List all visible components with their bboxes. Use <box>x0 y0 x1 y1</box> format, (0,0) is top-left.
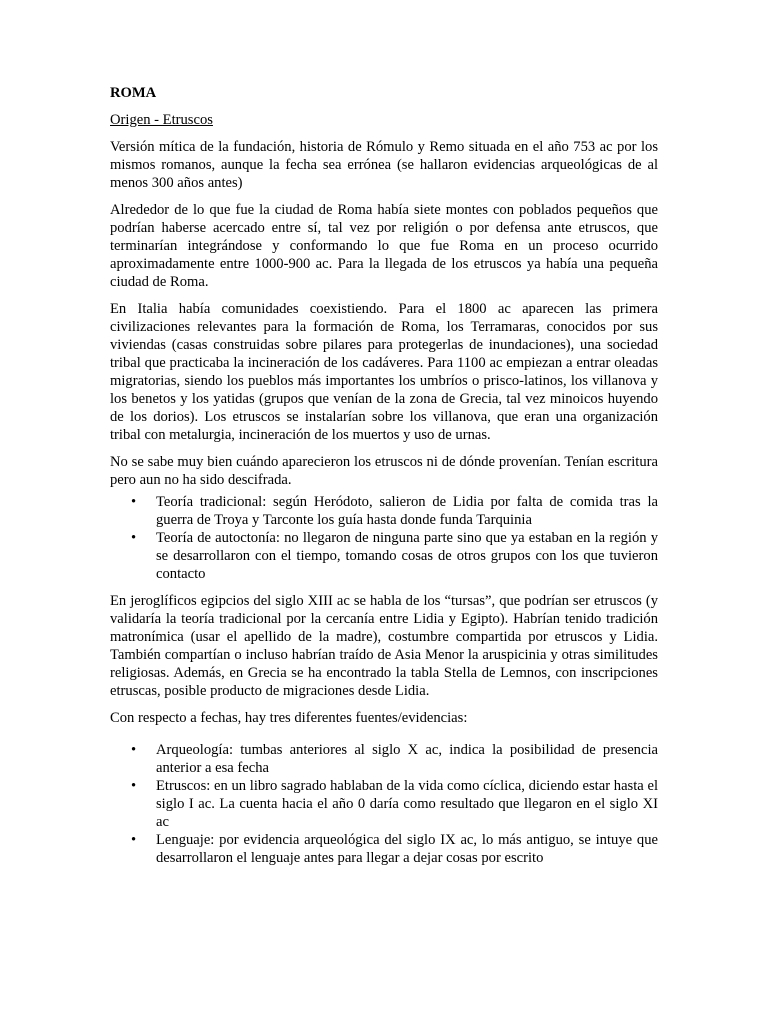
list-item <box>110 493 658 529</box>
list-item-text: Arqueología: tumbas anteriores al siglo X ac, indica la posibilidad de presencia anterior a esa fecha <box>156 742 658 776</box>
bullet-icon: • <box>131 530 137 546</box>
list-item <box>110 741 658 777</box>
bullet-icon: • <box>131 832 137 848</box>
paragraph-1: Versión mítica de la fundación, historia de Rómulo y Remo situada en el año 753 ac por los mismos romanos, aunque la fecha sea errónea (se hallaron evidencias arqueológicas de al menos 300 años antes) <box>110 139 658 191</box>
list-item <box>110 529 658 583</box>
document-page <box>110 84 658 876</box>
document-title: ROMA <box>110 85 157 101</box>
bullet-icon: • <box>131 742 137 758</box>
paragraph-4: No se sabe muy bien cuándo aparecieron los etruscos ni de dónde provenían. Tenían escritura pero aun no ha sido descifrada. <box>110 454 658 488</box>
evidence-list <box>110 741 658 867</box>
list-item-text: Etruscos: en un libro sagrado hablaban de la vida como cíclica, diciendo estar hasta el siglo I ac. La cuenta hacia el año 0 daría como resultado que llegaron en el siglo XI ac <box>156 778 658 830</box>
list-item-text: Teoría tradicional: según Heródoto, salieron de Lidia por falta de comida tras la guerra de Troya y Tarconte los guía hasta donde funda Tarquinia <box>156 494 658 528</box>
list-item-text: Teoría de autoctonía: no llegaron de ninguna parte sino que ya estaban en la región y se desarrollaron con el tiempo, tomando cosas de otros grupos con los que tuvieron contacto <box>156 530 658 582</box>
paragraph-6: Con respecto a fechas, hay tres diferentes fuentes/evidencias: <box>110 710 468 726</box>
list-item <box>110 777 658 831</box>
list-item <box>110 831 658 867</box>
bullet-icon: • <box>131 494 137 510</box>
bullet-icon: • <box>131 778 137 794</box>
section-heading: Origen - Etruscos <box>110 112 213 128</box>
list-item-text: Lenguaje: por evidencia arqueológica del siglo IX ac, lo más antiguo, se intuye que desarrollaron el lenguaje antes para llegar a dejar cosas por escrito <box>156 832 658 866</box>
paragraph-3: En Italia había comunidades coexistiendo. Para el 1800 ac aparecen las primera civilizaciones relevantes para la formación de Roma, los Terramaras, conocidos por sus viviendas (casas construidas sobre pilares para protegerlas de inundaciones), una sociedad tribal que practicaba la incineración de los cadáveres. Para 1100 ac empiezan a entrar oleadas migratorias, siendo los pueblos más importantes los umbríos o prisco-latinos, los villanova y los benetos y los yatidas (grupos que venían de la zona de Grecia, tal vez minoicos huyendo de los dorios). Los etruscos se instalarían sobre los villanova, que eran una organización tribal con metalurgia, incineración de los muertos y uso de urnas. <box>110 301 658 443</box>
paragraph-5: En jeroglíficos egipcios del siglo XIII ac se habla de los “tursas”, que podrían ser etruscos (y validaría la teoría tradicional por la cercanía entre Lidia y Egipto). Habrían tenido tradición matronímica (usar el apellido de la madre), costumbre compartida por etruscos y Lidia. También compartían o incluso habrían traído de Asia Menor la aruspicinia y otras similitudes religiosas. Además, en Grecia se ha encontrado la tabla Stella de Lemnos, con inscripciones etruscas, posible producto de migraciones desde Lidia. <box>110 593 658 699</box>
paragraph-2: Alrededor de lo que fue la ciudad de Roma había siete montes con poblados pequeños que podrían haberse acercado entre sí, tal vez por religión o por defensa ante etruscos, que terminarían integrándose y conformando lo que fue Roma en un proceso ocurrido aproximadamente entre 1000-900 ac. Para la llegada de los etruscos ya había una pequeña ciudad de Roma. <box>110 202 658 290</box>
theories-list <box>110 493 658 583</box>
